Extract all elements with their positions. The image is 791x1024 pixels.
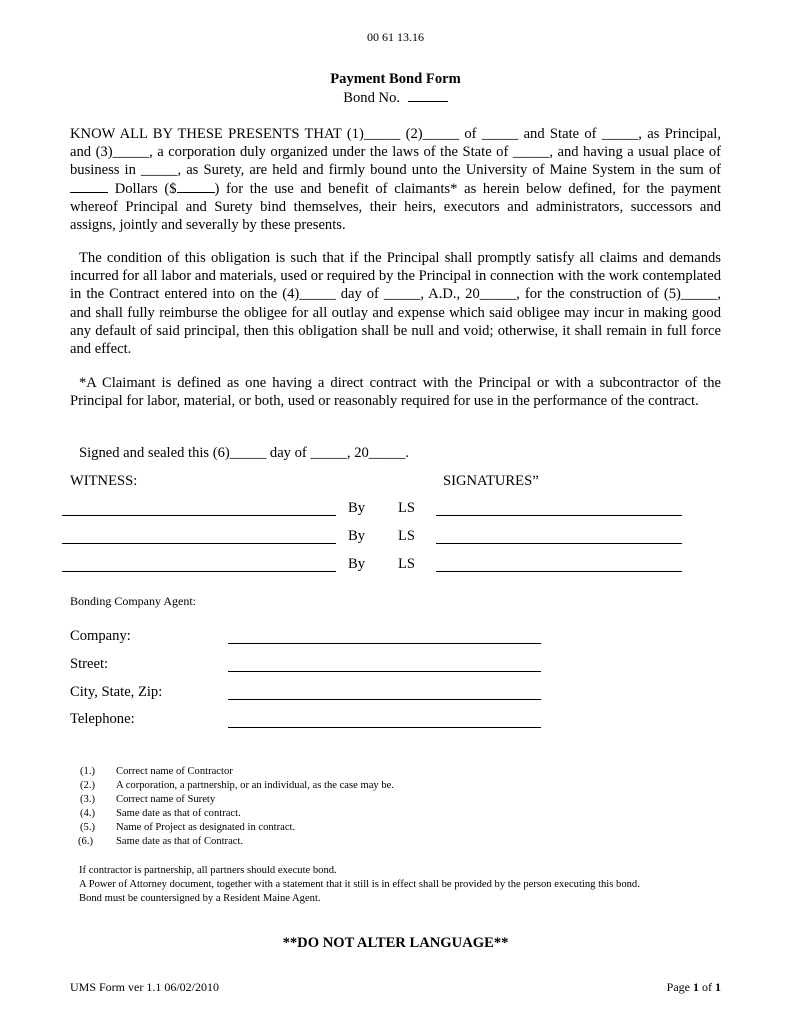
note-number: (1.) [80,766,96,777]
company-label: Company: [70,628,131,644]
ls-label-2: LS [398,528,416,544]
paragraph-condition [70,249,721,358]
street-label: Street: [70,656,109,672]
footnote-power-of-attorney: A Power of Attorney document, together with a statement that it still is in effect shall be provided by the person executing this bond. [79,879,640,890]
signed-sealed-line: Signed and sealed this (6)_____ day of _____, 20_____. [79,445,409,461]
by-label-1: By [348,500,366,516]
city-state-zip-field[interactable] [228,699,541,700]
page-title: Payment Bond Form [330,71,461,87]
form-version: UMS Form ver 1.1 06/02/2010 [70,980,220,994]
page-of: of [702,980,712,994]
paragraph-know-all-text: KNOW ALL BY THESE PRESENTS THAT (1)_____ (2)_____ of _____ and State of _____, as Principal, and (3)_____, a corporation duly organized under the laws of the State of _____, and having a usual place of business in _____, as Surety, are held and firmly bound unto the University of Maine System in the sum of [70,126,721,179]
bond-number [0,89,791,107]
note-text: Same date as that of contract. [116,808,241,819]
list-item [80,821,394,835]
witness-line-3[interactable] [62,571,336,572]
page-current: 1 [693,980,699,994]
page-number [667,980,721,995]
sum-words-blank[interactable] [70,180,108,193]
footnotes [79,864,721,906]
paragraph-claimant [70,374,721,410]
page-label: Page [666,980,690,994]
do-not-alter-warning: **DO NOT ALTER LANGUAGE** [282,935,509,951]
list-item [80,807,394,821]
by-label-2: By [348,528,366,544]
witness-label: WITNESS: [70,473,138,489]
note-text: Name of Project as designated in contract. [116,822,296,833]
footnote-partnership: If contractor is partnership, all partners should execute bond. [79,865,337,876]
bond-number-blank[interactable] [408,89,448,102]
company-field[interactable] [228,643,541,644]
list-item [80,765,394,779]
dollars-label: Dollars ($ [114,180,177,197]
signature-line-3[interactable] [436,571,682,572]
paragraph-know-all [70,125,721,234]
list-item [80,779,394,793]
sum-amount-blank[interactable] [177,180,215,193]
note-number: (6.) [78,836,94,847]
signatures-label: SIGNATURES” [443,473,539,489]
city-state-zip-label: City, State, Zip: [70,684,163,700]
paragraph-condition-text: The condition of this obligation is such that if the Principal shall promptly satisfy all claims and demands incurred for all labor and materials, used or required by the Principal in connection with the work contemplated in the Contract entered into on the (4)_____ day of _____, A.D., 20_____, for the construction of (5)_____, and shall fully reimburse the obligee for all outlay and expense which said obligee may incur in making good any default of said principal, then this obligation shall be null and void; otherwise, it shall remain in full force and effect. [70,250,721,358]
agent-heading: Bonding Company Agent: [70,594,196,608]
list-item [78,835,394,849]
telephone-label: Telephone: [70,711,135,727]
ls-label-3: LS [398,556,416,572]
page-total: 1 [715,980,721,994]
bond-number-label: Bond No. [343,90,401,106]
paragraph-know-all-rest: ) for the use and benefit of claimants* as herein below defined, for the payment whereof Principal and Surety bind themselves, their heirs, executors and administrators, successors and assigns, jointly and severally by these presents. [70,180,721,234]
footnote-countersigned: Bond must be countersigned by a Resident Maine Agent. [79,893,321,904]
signature-line-2[interactable] [436,543,682,544]
list-item [80,793,394,807]
by-label-3: By [348,556,366,572]
note-number: (2.) [80,780,96,791]
note-number: (3.) [80,794,96,805]
note-number: (5.) [80,822,96,833]
document-number: 00 61 13.16 [367,30,424,44]
note-number: (4.) [80,808,96,819]
witness-line-2[interactable] [62,543,336,544]
note-text: A corporation, a partnership, or an individual, as the case may be. [116,780,394,791]
signature-line-1[interactable] [436,515,682,516]
note-text: Correct name of Surety [116,794,216,805]
notes-list [80,765,394,849]
note-text: Same date as that of Contract. [116,836,244,847]
telephone-field[interactable] [228,727,541,728]
street-field[interactable] [228,671,541,672]
witness-line-1[interactable] [62,515,336,516]
ls-label-1: LS [398,500,416,516]
note-text: Correct name of Contractor [116,766,233,777]
paragraph-claimant-text: *A Claimant is defined as one having a direct contract with the Principal or with a subcontractor of the Principal for labor, material, or both, used or reasonably required for use in the performance of the contract. [70,375,721,410]
